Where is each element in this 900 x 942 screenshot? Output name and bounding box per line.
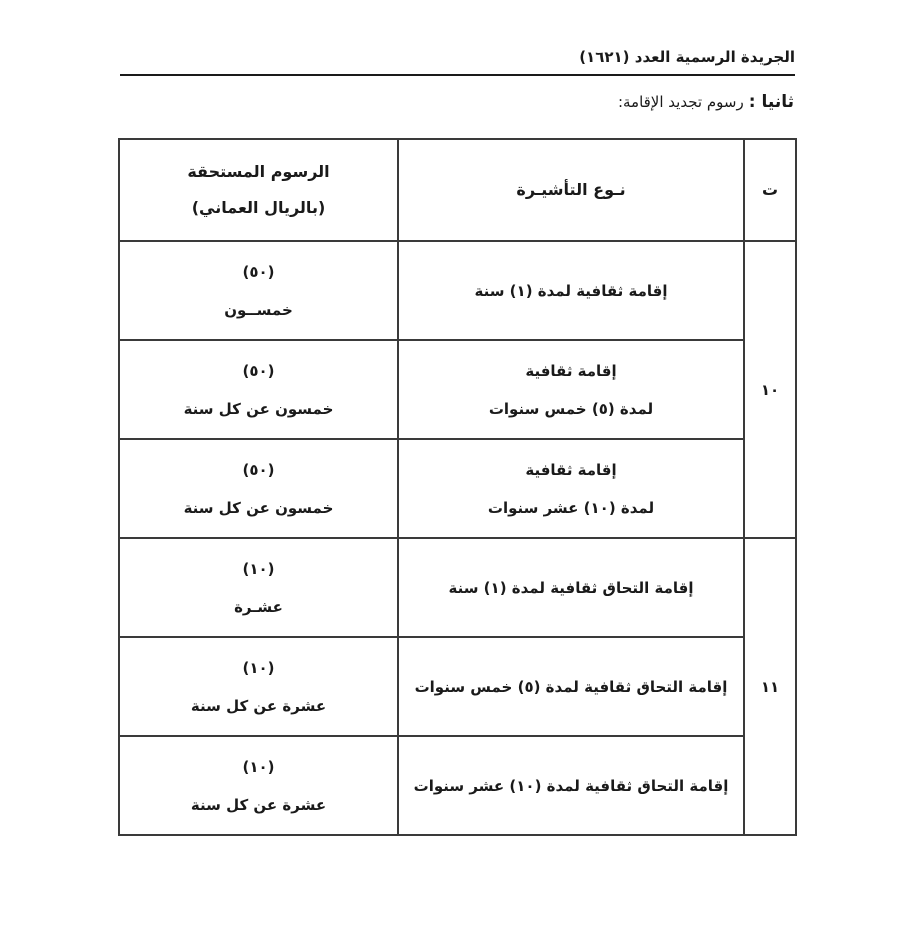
table-row: [119, 637, 796, 736]
header-number: [744, 139, 796, 241]
fee-value: (٥٠): [242, 460, 275, 479]
row-number-label: ١٠: [760, 380, 780, 399]
fee-words: عشرة عن كل سنة: [190, 696, 327, 715]
row-number: [744, 241, 796, 538]
visa-type-line: إقامة التحاق ثقافية لمدة (٥) خمس سنوات: [414, 677, 728, 696]
visa-type-cell: [398, 538, 744, 637]
row-number: [744, 538, 796, 835]
header-fee-line1: الرسوم المستحقة: [187, 162, 330, 181]
visa-type-line: إقامة ثقافية: [525, 460, 617, 479]
header-fee: [119, 139, 398, 241]
fee-value: (٥٠): [242, 262, 275, 281]
table-header-row: [119, 139, 796, 241]
fee-words: عشـرة: [234, 597, 283, 616]
fee-value: (١٠): [242, 757, 275, 776]
visa-type-cell: [398, 340, 744, 439]
residence-renewal-fees-table: [118, 138, 797, 836]
row-number-label: ١١: [760, 677, 780, 696]
fee-cell: [119, 241, 398, 340]
fee-cell: [119, 538, 398, 637]
fee-cell: [119, 736, 398, 835]
visa-type-line: إقامة ثقافية: [525, 361, 617, 380]
table-row: [119, 340, 796, 439]
section-heading: [618, 92, 794, 112]
visa-type-cell: [398, 637, 744, 736]
fee-words: خمســون: [224, 300, 293, 319]
fee-words: خمسون عن كل سنة: [183, 399, 334, 418]
page-header: [120, 46, 795, 76]
visa-type-cell: [398, 241, 744, 340]
section-heading-title: رسوم تجديد الإقامة:: [617, 93, 744, 111]
fee-words: عشرة عن كل سنة: [190, 795, 327, 814]
table-row: [119, 439, 796, 538]
visa-type-cell: [398, 439, 744, 538]
fee-cell: [119, 439, 398, 538]
visa-type-cell: [398, 736, 744, 835]
table-row: [119, 241, 796, 340]
header-visa-type-label: نـوع التأشيـرة: [516, 180, 626, 199]
fee-cell: [119, 637, 398, 736]
fee-value: (٥٠): [242, 361, 275, 380]
visa-type-line: إقامة التحاق ثقافية لمدة (١) سنة: [448, 578, 694, 597]
table-row: [119, 538, 796, 637]
gazette-title: الجريدة الرسمية العدد (١٦٢١): [579, 48, 795, 66]
table-row: [119, 736, 796, 835]
fee-value: (١٠): [242, 658, 275, 677]
fee-words: خمسون عن كل سنة: [183, 498, 334, 517]
header-visa-type: [398, 139, 744, 241]
visa-type-line: إقامة التحاق ثقافية لمدة (١٠) عشر سنوات: [413, 776, 729, 795]
header-fee-line2: (بالريال العماني): [191, 198, 326, 217]
fee-cell: [119, 340, 398, 439]
visa-type-line: لمدة (١٠) عشر سنوات: [487, 498, 655, 517]
visa-type-line: إقامة ثقافية لمدة (١) سنة: [474, 281, 668, 300]
header-number-label: ت: [761, 180, 779, 199]
fee-value: (١٠): [242, 559, 275, 578]
visa-type-line: لمدة (٥) خمس سنوات: [488, 399, 654, 418]
section-heading-prefix: ثانيا :: [748, 92, 794, 112]
